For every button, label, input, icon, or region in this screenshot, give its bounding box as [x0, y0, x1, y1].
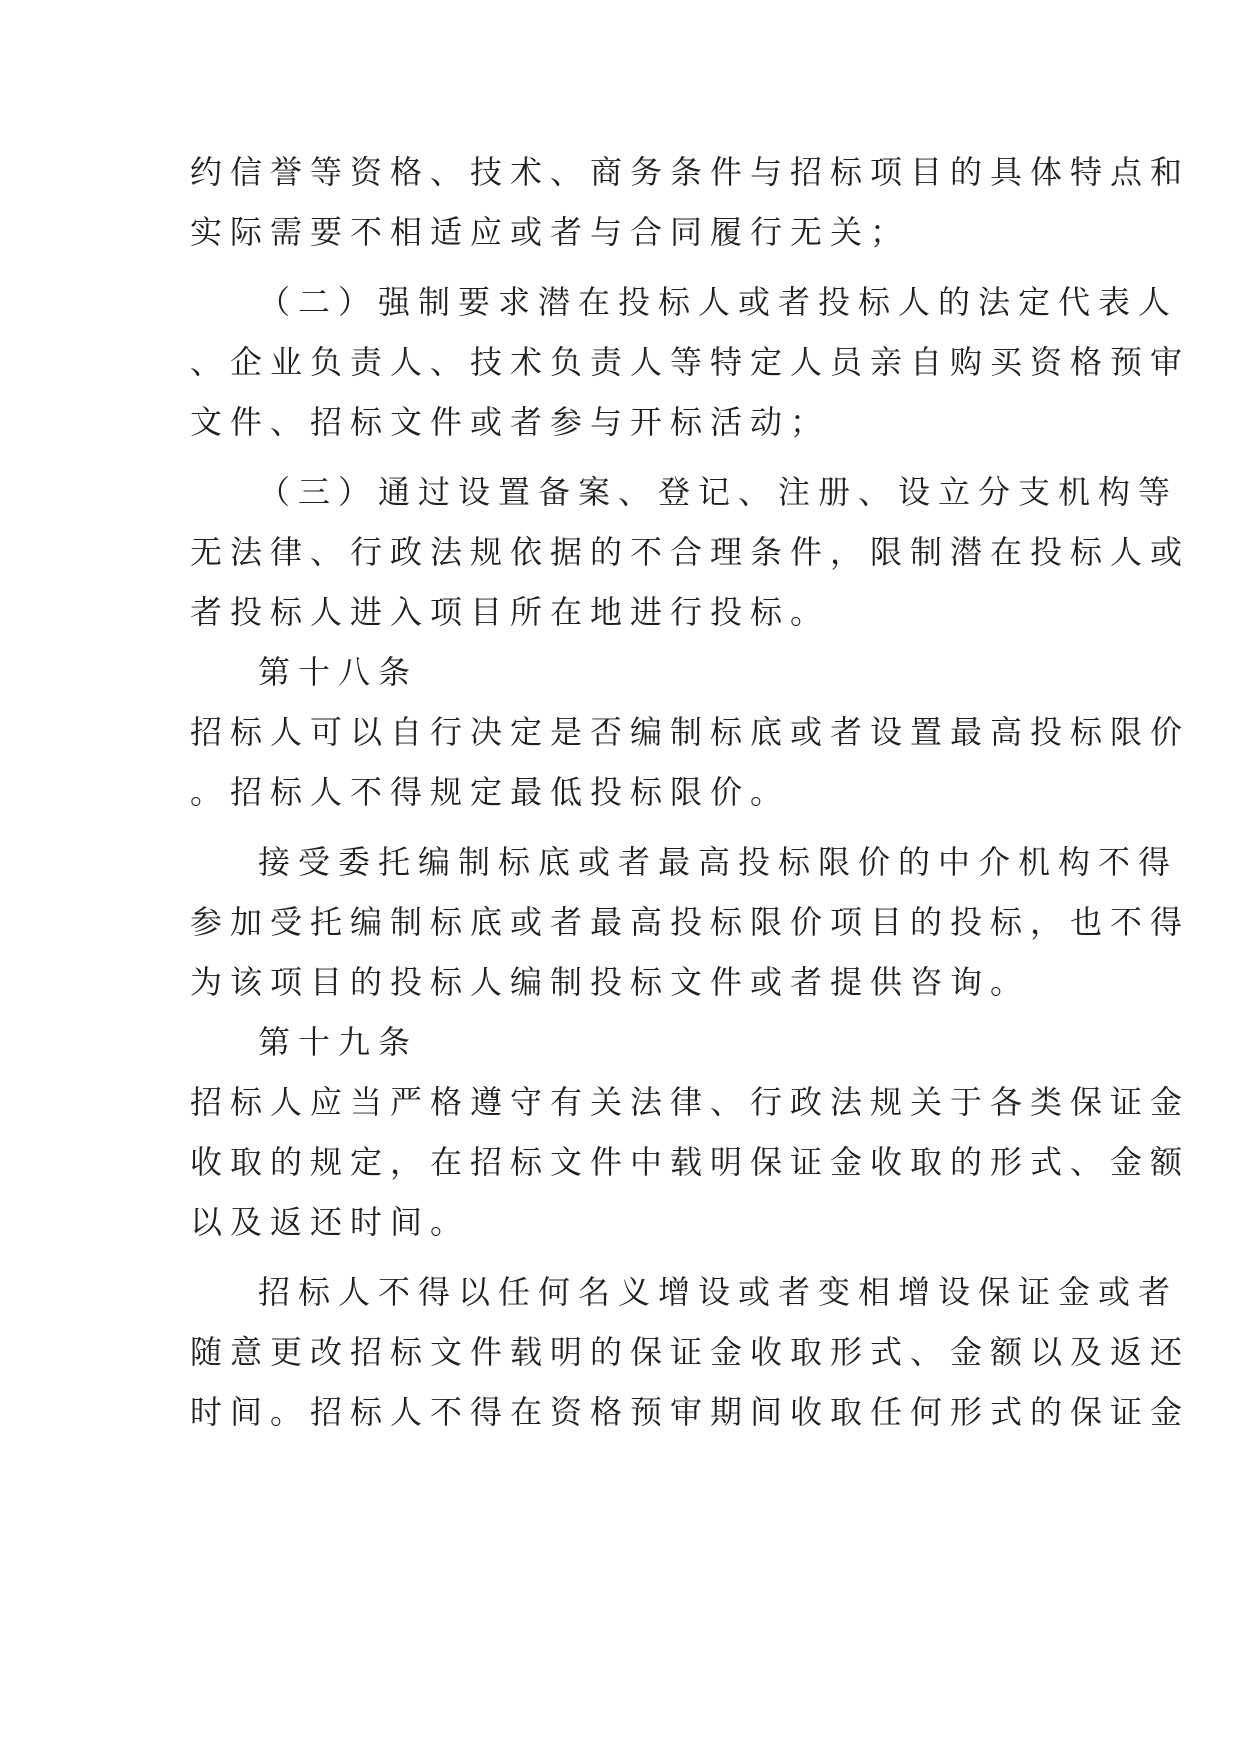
text-line-6: （三）通过设置备案、登记、注册、设立分支机构等 — [258, 473, 1179, 511]
text-line-4: 、企业负责人、技术负责人等特定人员亲自购买资格预审 — [190, 343, 1191, 381]
text-line-13: 参加受托编制标底或者最高投标限价项目的投标，也不得 — [190, 903, 1191, 941]
text-line-14: 为该项目的投标人编制投标文件或者提供咨询。 — [190, 963, 1031, 1001]
text-line-7: 无法律、行政法规依据的不合理条件，限制潜在投标人或 — [190, 533, 1191, 571]
text-line-10: 招标人可以自行决定是否编制标底或者设置最高投标限价 — [190, 713, 1191, 751]
article-heading-18: 第十八条 — [258, 653, 419, 691]
text-line-8: 者投标人进入项目所在地进行投标。 — [190, 593, 831, 631]
text-line-17: 收取的规定，在招标文件中载明保证金收取的形式、金额 — [190, 1143, 1191, 1181]
text-line-20: 随意更改招标文件载明的保证金收取形式、金额以及返还 — [190, 1333, 1191, 1371]
text-line-19: 招标人不得以任何名义增设或者变相增设保证金或者 — [258, 1273, 1179, 1311]
text-line-2: 实际需要不相适应或者与合同履行无关； — [190, 213, 911, 251]
text-line-21: 时间。招标人不得在资格预审期间收取任何形式的保证金 — [190, 1393, 1191, 1431]
text-line-18: 以及返还时间。 — [190, 1203, 471, 1241]
text-line-3: （二）强制要求潜在投标人或者投标人的法定代表人 — [258, 283, 1179, 321]
text-line-11: 。招标人不得规定最低投标限价。 — [190, 773, 791, 811]
article-heading-19: 第十九条 — [258, 1023, 419, 1061]
text-line-16: 招标人应当严格遵守有关法律、行政法规关于各类保证金 — [190, 1083, 1191, 1121]
text-line-5: 文件、招标文件或者参与开标活动； — [190, 403, 831, 441]
text-line-1: 约信誉等资格、技术、商务条件与招标项目的具体特点和 — [190, 153, 1191, 191]
text-line-12: 接受委托编制标底或者最高投标限价的中介机构不得 — [258, 843, 1179, 881]
